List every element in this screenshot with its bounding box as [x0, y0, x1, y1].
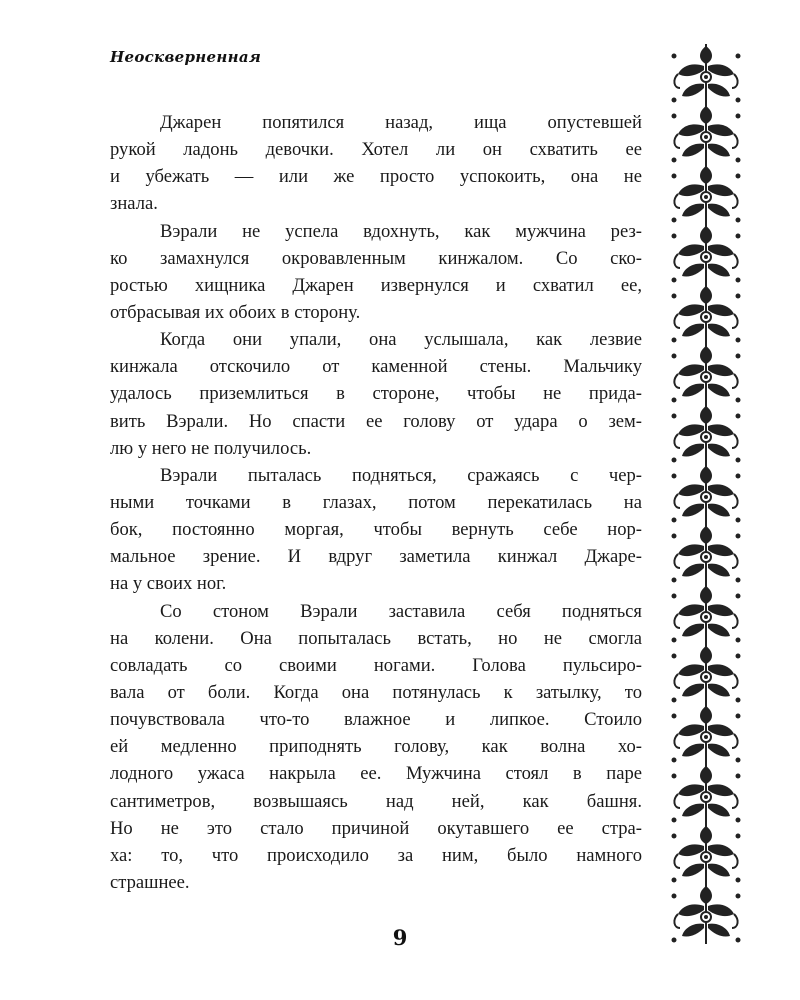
text-line: Со стоном Вэрали заставила себя подняться	[160, 600, 642, 622]
text-line: Но не это стало причиной окутавшего ее стра-	[110, 817, 642, 839]
text-line: Джарен попятился назад, ища опустевшей	[160, 112, 642, 133]
text-line: Вэрали пыталась подняться, сражаясь с чер-	[160, 464, 642, 486]
text-line: совладать со своими ногами. Голова пульсиро-	[110, 654, 642, 676]
text-line: ей медленно приподнять голову, как волна хо-	[110, 736, 642, 758]
text-line: мальное зрение. И вдруг заметила кинжал Джаре-	[110, 546, 642, 568]
text-line: сантиметров, возвышаясь над ней, как башня.	[110, 790, 642, 812]
floral-border-ornament	[668, 44, 744, 946]
text-line: Вэрали не успела вдохнуть, как мужчина рез-	[160, 220, 642, 242]
text-line: Когда они упали, она услышала, как лезвие	[160, 329, 642, 351]
text-line: рукой ладонь девочки. Хотел ли он схватить ее	[110, 139, 642, 161]
text-line: отбрасывая их обоих в сторону.	[110, 301, 361, 323]
text-line: кинжала отскочило от каменной стены. Мальчику	[110, 356, 642, 378]
text-line: ха: то, что происходило за ним, было намного	[110, 844, 642, 866]
text-line: на колени. Она попыталась встать, но не смогла	[110, 627, 642, 649]
running-head: Неоскверненная	[110, 48, 262, 66]
text-line: ными точками в глазах, потом перекатилась на	[110, 491, 642, 513]
body-text	[110, 109, 642, 896]
text-line: вить Вэрали. Но спасти ее голову от удара о зем-	[110, 410, 642, 432]
text-line: почувствовала что-то влажное и липкое. Стоило	[110, 709, 642, 731]
text-line: на у своих ног.	[110, 573, 227, 595]
text-line: лодного ужаса накрыла ее. Мужчина стоял в паре	[110, 763, 642, 785]
text-line: страшнее.	[110, 871, 190, 893]
text-line: ростью хищника Джарен извернулся и схватил ее,	[110, 274, 642, 296]
text-line: ко замахнулся окровавленным кинжалом. Со ско-	[110, 247, 642, 269]
text-line: удалось приземлиться в стороне, чтобы не прида-	[110, 383, 642, 405]
text-line: и убежать — или же просто успокоить, она не	[110, 166, 642, 188]
text-line: бок, постоянно моргая, чтобы вернуть себе нор-	[110, 519, 642, 541]
text-line: лю у него не получилось.	[110, 437, 312, 459]
page-number: 9	[392, 925, 408, 950]
text-line: знала.	[110, 193, 158, 215]
text-line: вала от боли. Когда она потянулась к затылку, то	[110, 681, 642, 703]
